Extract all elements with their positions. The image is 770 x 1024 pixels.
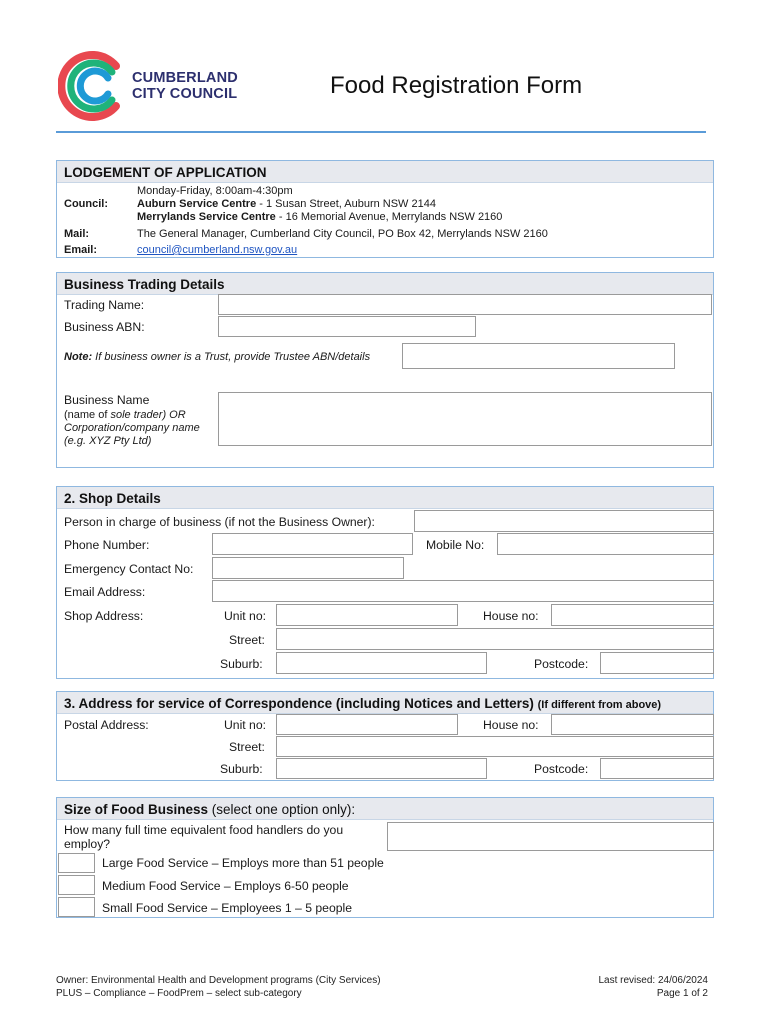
- hint1-b: sole trader) OR: [110, 409, 186, 421]
- trading-name-label: Trading Name:: [64, 298, 145, 312]
- postal-unit-label: Unit no:: [224, 718, 267, 732]
- business-name-input[interactable]: [218, 392, 712, 446]
- phone-label: Phone Number:: [64, 538, 150, 552]
- handlers-label-2: employ?: [64, 837, 111, 851]
- size-title: Size of Food Business: [64, 802, 209, 817]
- postal-house-label: House no:: [483, 718, 539, 732]
- hint1-a: (name of: [64, 409, 111, 421]
- page-title: Food Registration Form: [330, 72, 583, 99]
- logo-text: [132, 70, 238, 102]
- title-divider: [56, 131, 706, 133]
- postal-street-label: Street:: [229, 740, 265, 754]
- mobile-label: Mobile No:: [426, 538, 485, 552]
- postal-postcode-label: Postcode:: [534, 762, 589, 776]
- trading-section: [56, 272, 714, 468]
- trading-heading: Business Trading Details: [57, 273, 713, 295]
- handlers-label-1: How many full time equivalent food handlers do you: [64, 823, 344, 837]
- hours-text: Monday-Friday, 8:00am-4:30pm: [137, 185, 293, 197]
- size-section: [56, 797, 714, 918]
- business-name-hint-3: (e.g. XYZ Pty Ltd): [64, 435, 152, 447]
- shop-suburb-input[interactable]: [276, 652, 487, 674]
- mail-value: The General Manager, Cumberland City Council, PO Box 42, Merrylands NSW 2160: [137, 228, 548, 240]
- merrylands-address: - 16 Memorial Avenue, Merrylands NSW 2160: [275, 211, 503, 223]
- shop-house-input[interactable]: [551, 604, 714, 626]
- correspondence-heading: [57, 692, 713, 714]
- logo-line2: CITY COUNCIL: [132, 86, 238, 102]
- large-service-label: Large Food Service – Employs more than 51 people: [102, 856, 384, 870]
- handlers-input[interactable]: [387, 822, 714, 851]
- shop-address-label: Shop Address:: [64, 609, 144, 623]
- medium-service-checkbox[interactable]: [58, 875, 95, 895]
- person-in-charge-input[interactable]: [414, 510, 714, 532]
- trust-note: [64, 351, 370, 364]
- footer-plus: PLUS – Compliance – FoodPrem – select sub-category: [56, 987, 302, 999]
- phone-input[interactable]: [212, 533, 413, 555]
- footer-owner: Owner: Environmental Health and Development programs (City Services): [56, 975, 381, 986]
- note-prefix: Note:: [64, 351, 93, 363]
- shop-email-label: Email Address:: [64, 585, 146, 599]
- footer-right: [598, 975, 708, 1000]
- postal-suburb-input[interactable]: [276, 758, 487, 779]
- small-service-label: Small Food Service – Employees 1 – 5 people: [102, 901, 352, 915]
- logo-line1: CUMBERLAND: [132, 70, 238, 86]
- business-name-hint-1: [64, 409, 186, 422]
- note-text: If business owner is a Trust, provide Trustee ABN/details: [92, 351, 371, 363]
- postal-postcode-input[interactable]: [600, 758, 714, 779]
- postal-unit-input[interactable]: [276, 714, 458, 735]
- shop-section: [56, 486, 714, 679]
- abn-label: Business ABN:: [64, 320, 145, 334]
- postal-suburb-label: Suburb:: [220, 762, 263, 776]
- auburn-address: - 1 Susan Street, Auburn NSW 2144: [256, 198, 436, 210]
- postal-label: Postal Address:: [64, 718, 149, 732]
- shop-postcode-label: Postcode:: [534, 657, 589, 671]
- mobile-input[interactable]: [497, 533, 714, 555]
- email-label: Email:: [64, 244, 98, 256]
- cumberland-logo: [58, 50, 248, 122]
- correspondence-title: 3. Address for service of Correspondence (including Notices and Letters): [64, 696, 534, 711]
- postal-street-input[interactable]: [276, 736, 714, 757]
- auburn-name: Auburn Service Centre: [137, 198, 257, 210]
- merrylands-name: Merrylands Service Centre: [137, 211, 276, 223]
- council-email-link[interactable]: council@cumberland.nsw.gov.au: [137, 244, 298, 256]
- shop-house-label: House no:: [483, 609, 539, 623]
- lodgement-section: [56, 160, 714, 258]
- shop-heading: 2. Shop Details: [57, 487, 713, 509]
- footer-left: [56, 975, 381, 1000]
- emergency-input[interactable]: [212, 557, 404, 579]
- person-in-charge-label: Person in charge of business (if not the Business Owner):: [64, 515, 375, 529]
- shop-street-label: Street:: [229, 633, 265, 647]
- size-heading: [57, 798, 713, 820]
- shop-postcode-input[interactable]: [600, 652, 714, 674]
- shop-unit-label: Unit no:: [224, 609, 267, 623]
- auburn-centre: [137, 198, 436, 211]
- shop-unit-input[interactable]: [276, 604, 458, 626]
- large-service-checkbox[interactable]: [58, 853, 95, 873]
- shop-suburb-label: Suburb:: [220, 657, 263, 671]
- size-note: (select one option only):: [208, 802, 356, 817]
- business-name-hint-2: Corporation/company name: [64, 422, 200, 434]
- business-name-label: Business Name: [64, 393, 150, 407]
- trading-name-input[interactable]: [218, 294, 712, 315]
- mail-label: Mail:: [64, 228, 90, 240]
- trustee-abn-input[interactable]: [402, 343, 675, 369]
- footer-revised: Last revised: 24/06/2024: [598, 975, 708, 986]
- footer-page-number: Page 1 of 2: [656, 987, 708, 999]
- council-label: Council:: [64, 198, 108, 210]
- correspondence-note: (If different from above): [537, 699, 662, 711]
- shop-email-input[interactable]: [212, 580, 714, 602]
- postal-house-input[interactable]: [551, 714, 714, 735]
- logo-rings-icon: [58, 50, 130, 122]
- abn-input[interactable]: [218, 316, 476, 337]
- emergency-label: Emergency Contact No:: [64, 562, 194, 576]
- small-service-checkbox[interactable]: [58, 897, 95, 917]
- shop-street-input[interactable]: [276, 628, 714, 650]
- correspondence-section: [56, 691, 714, 781]
- medium-service-label: Medium Food Service – Employs 6-50 people: [102, 879, 349, 893]
- lodgement-heading: LODGEMENT OF APPLICATION: [57, 161, 713, 183]
- merrylands-centre: [137, 211, 502, 224]
